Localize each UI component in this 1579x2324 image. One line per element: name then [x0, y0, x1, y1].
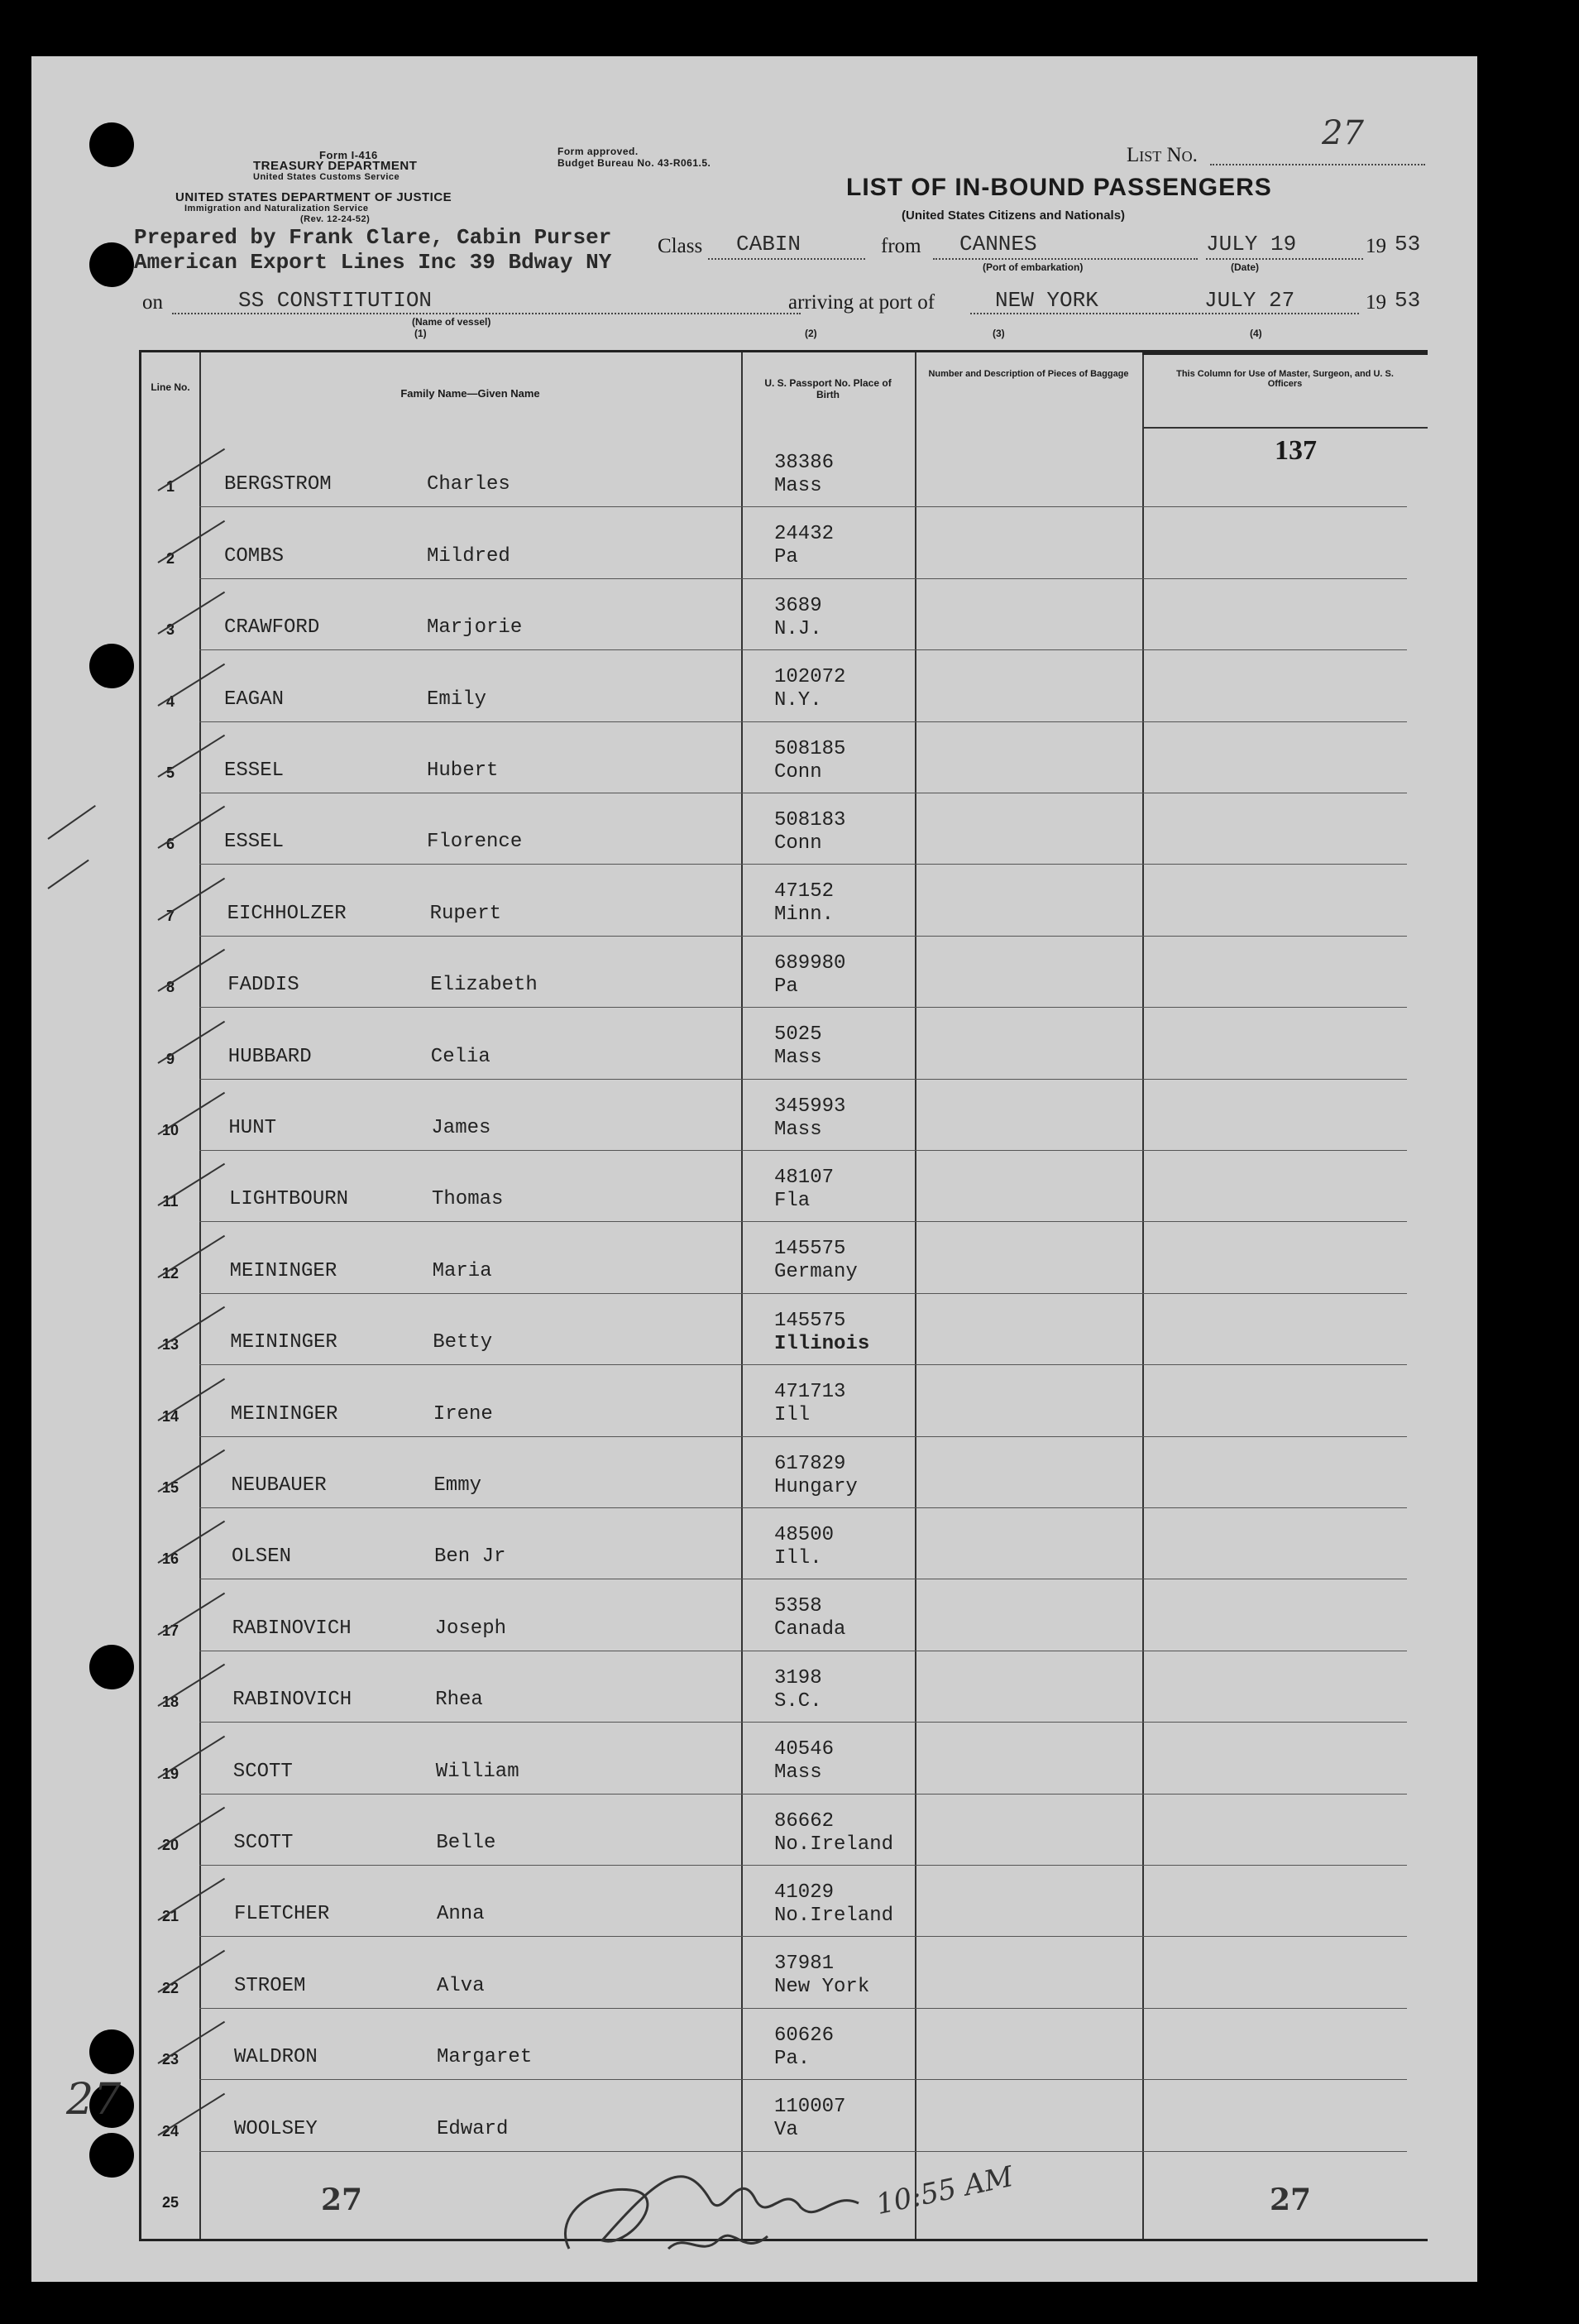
passport-number: 508183	[774, 809, 846, 831]
vessel-line	[172, 313, 801, 314]
punch-hole	[89, 122, 134, 167]
line-number: 11	[162, 1193, 179, 1210]
family-name: LIGHTBOURN	[229, 1188, 349, 1211]
line-number: 15	[161, 1479, 179, 1496]
place-of-birth: Minn.	[774, 903, 835, 927]
passport-number: 40546	[774, 1738, 835, 1761]
arriving-label: arriving at port of	[788, 291, 935, 314]
given-name: Rupert	[429, 902, 502, 925]
place-of-birth: Mass	[774, 1047, 822, 1070]
place-of-birth: Mass	[774, 1761, 822, 1785]
col-name: Family Name—Given Name	[400, 387, 540, 400]
place-of-birth: Hungary	[774, 1475, 858, 1498]
place-of-birth: Germany	[774, 1261, 858, 1284]
family-name: CRAWFORD	[224, 616, 320, 640]
family-name: NEUBAUER	[231, 1474, 327, 1497]
place-of-birth: N.J.	[774, 617, 822, 640]
line-number: 20	[161, 1837, 179, 1853]
form-revision: (Rev. 12-24-52)	[300, 214, 371, 224]
embarkation-caption: (Port of embarkation)	[983, 261, 1084, 273]
line-number: 8	[165, 979, 175, 996]
embarkation-port: CANNES	[959, 232, 1037, 256]
place-of-birth: Illinois	[774, 1332, 870, 1355]
line-number: 7	[165, 907, 175, 924]
line-number: 19	[161, 1765, 179, 1782]
place-of-birth: Ill	[774, 1404, 811, 1427]
given-name: Emmy	[433, 1474, 481, 1497]
passport-number: 3198	[774, 1666, 822, 1689]
family-name: EICHHOLZER	[227, 902, 347, 925]
arrival-date: JULY 27	[1204, 288, 1295, 313]
margin-mark	[47, 860, 89, 889]
line-number: 17	[161, 1622, 179, 1639]
line-number: 5	[165, 764, 175, 781]
col-baggage: Number and Description of Pieces of Baggage	[928, 369, 1129, 379]
place-of-birth: N.Y.	[774, 689, 822, 712]
prepared-company: American Export Lines Inc 39 Bdway NY	[134, 250, 612, 275]
passport-number: 471713	[774, 1381, 846, 1404]
on-label: on	[142, 291, 163, 314]
class-line	[708, 258, 865, 260]
line-number: 18	[161, 1694, 179, 1711]
family-name: BERGSTROM	[224, 473, 332, 496]
col-num-2: (2)	[805, 328, 817, 339]
line-number: 9	[165, 1050, 175, 1067]
page-title: LIST OF IN-BOUND PASSENGERS	[846, 174, 1272, 201]
line-number: 14	[161, 1407, 179, 1425]
col-officers: This Column for Use of Master, Surgeon, and U. S. Officers	[1176, 369, 1394, 389]
punch-hole	[89, 242, 134, 287]
budget-bureau: Budget Bureau No. 43-R061.5.	[557, 157, 711, 169]
family-name: WOOLSEY	[234, 2117, 318, 2140]
family-name: HUNT	[228, 1117, 276, 1139]
given-name: Emily	[427, 688, 487, 711]
vessel-caption: (Name of vessel)	[412, 316, 491, 328]
place-of-birth: No.Ireland	[774, 1905, 894, 1927]
col-num-4: (4)	[1250, 328, 1262, 339]
page-subtitle: (United States Citizens and Nationals)	[902, 208, 1126, 223]
given-name: Ben Jr	[434, 1545, 506, 1569]
line-number: 1	[165, 478, 175, 496]
ins-service: Immigration and Naturalization Service	[184, 204, 369, 213]
punch-hole	[89, 2029, 134, 2074]
arrival-line	[970, 313, 1359, 314]
passport-number: 508185	[774, 737, 846, 760]
stamp-137: 137	[1275, 435, 1317, 466]
family-name: RABINOVICH	[232, 1689, 352, 1712]
given-name: Mildred	[427, 544, 510, 568]
from-line	[933, 258, 1198, 260]
line-number: 13	[161, 1336, 179, 1354]
passport-number: 37981	[774, 1953, 835, 1976]
family-name: SCOTT	[232, 1760, 293, 1783]
given-name: Alva	[437, 1974, 485, 1997]
line-number: 3	[165, 621, 175, 639]
vessel-name: SS CONSTITUTION	[238, 288, 433, 313]
place-of-birth: Canada	[774, 1618, 846, 1641]
time-note: 10:55 AM	[873, 2159, 1017, 2222]
given-name: Belle	[436, 1832, 496, 1854]
family-name: WALDRON	[234, 2046, 318, 2069]
family-name: FLETCHER	[234, 1903, 330, 1926]
line-number: 24	[161, 2122, 179, 2140]
given-name: Maria	[432, 1259, 492, 1282]
departure-date: JULY 19	[1206, 232, 1297, 256]
margin-mark	[47, 805, 95, 840]
count-right: 27	[1270, 2183, 1312, 2217]
passport-number: 38386	[774, 452, 835, 474]
given-name: Rhea	[435, 1689, 483, 1712]
passport-number: 86662	[774, 1809, 835, 1833]
form-approved: Form approved.	[557, 146, 639, 157]
given-name: Elizabeth	[430, 974, 538, 997]
family-name: COMBS	[224, 544, 285, 568]
col-num-3: (3)	[993, 328, 1005, 339]
line-number: 22	[161, 1979, 179, 1996]
passport-number: 24432	[774, 523, 835, 546]
line-number: 21	[161, 1908, 179, 1925]
family-name: HUBBARD	[227, 1045, 312, 1068]
passport-number: 145575	[774, 1309, 846, 1332]
passport-number: 48107	[774, 1167, 835, 1189]
family-name: ESSEL	[224, 759, 285, 782]
treasury-department: TREASURY DEPARTMENT	[253, 159, 418, 173]
place-of-birth: Conn	[774, 832, 822, 855]
prepared-by: Prepared by Frank Clare, Cabin Purser	[134, 225, 612, 250]
passport-number: 47152	[774, 880, 835, 903]
date-caption: (Date)	[1231, 261, 1260, 273]
margin-note: 27	[66, 2075, 122, 2125]
manifest-page	[31, 56, 1477, 2282]
line-number: 23	[161, 2051, 179, 2068]
given-name: Joseph	[434, 1617, 507, 1640]
passport-number: 689980	[774, 951, 846, 975]
given-name: Florence	[427, 831, 523, 854]
place-of-birth: S.C.	[774, 1689, 822, 1713]
place-of-birth: Pa	[774, 546, 798, 569]
depart-year-prefix: 19	[1366, 235, 1386, 257]
given-name: James	[431, 1117, 491, 1139]
place-of-birth: Pa	[774, 975, 798, 998]
passport-number: 5025	[774, 1023, 822, 1047]
family-name: SCOTT	[233, 1832, 294, 1854]
place-of-birth: Mass	[774, 1118, 822, 1141]
col-line-no: Line No.	[151, 381, 190, 393]
line-number: 10	[161, 1122, 179, 1138]
passport-number: 145575	[774, 1238, 846, 1261]
col-num-1: (1)	[414, 328, 427, 339]
passport-number: 48500	[774, 1524, 835, 1546]
family-name: MEININGER	[229, 1259, 337, 1282]
family-name: EAGAN	[224, 688, 285, 711]
line-number: 2	[165, 549, 175, 567]
passport-number: 102072	[774, 666, 846, 689]
line-number: 6	[165, 836, 175, 853]
place-of-birth: New York	[774, 1976, 870, 1999]
officer-signature	[544, 2125, 892, 2265]
punch-hole	[89, 644, 134, 688]
form-number: Form I-416	[319, 149, 378, 161]
from-label: from	[881, 235, 921, 257]
given-name: Marjorie	[427, 616, 523, 640]
list-no-line	[1210, 164, 1425, 165]
given-name: William	[435, 1760, 519, 1783]
passport-number: 345993	[774, 1095, 846, 1118]
passenger-table	[139, 350, 1428, 2241]
place-of-birth: No.Ireland	[774, 1833, 894, 1856]
place-of-birth: Pa.	[774, 2047, 811, 2070]
family-name: ESSEL	[224, 831, 285, 854]
family-name: FADDIS	[227, 974, 299, 997]
given-name: Celia	[430, 1045, 490, 1068]
passport-number: 60626	[774, 2024, 835, 2047]
punch-hole	[89, 2133, 134, 2178]
place-of-birth: Mass	[774, 475, 822, 497]
family-name: STROEM	[234, 1974, 306, 1997]
given-name: Edward	[437, 2117, 509, 2140]
given-name: Betty	[433, 1331, 493, 1354]
depart-date-line	[1206, 258, 1363, 260]
departure-year: 53	[1395, 232, 1421, 256]
list-no-label: List No.	[1127, 144, 1198, 166]
col-passport: U. S. Passport No. Place of Birth	[764, 377, 892, 400]
passport-number: 41029	[774, 1881, 835, 1904]
line-number: 4	[165, 692, 175, 710]
given-name: Thomas	[432, 1188, 504, 1211]
list-number: 27	[1322, 114, 1364, 152]
given-name: Hubert	[427, 759, 499, 782]
passport-number: 110007	[774, 2096, 846, 2119]
family-name: RABINOVICH	[232, 1617, 352, 1640]
passport-number: 3689	[774, 594, 822, 617]
arrival-year-prefix: 19	[1366, 291, 1386, 314]
given-name: Charles	[427, 473, 510, 496]
place-of-birth: Conn	[774, 760, 822, 783]
place-of-birth: Va	[774, 2119, 798, 2142]
given-name: Anna	[437, 1903, 485, 1926]
place-of-birth: Ill.	[774, 1547, 822, 1569]
class-value: CABIN	[736, 232, 801, 256]
arrival-year: 53	[1395, 288, 1421, 313]
class-label: Class	[658, 235, 703, 257]
family-name: MEININGER	[230, 1331, 337, 1354]
passport-number: 617829	[774, 1452, 846, 1475]
passport-number: 5358	[774, 1595, 822, 1618]
family-name: MEININGER	[230, 1402, 338, 1426]
customs-service: United States Customs Service	[253, 172, 400, 182]
line-number: 16	[161, 1550, 179, 1568]
arrival-port: NEW YORK	[995, 288, 1098, 313]
punch-hole	[89, 1645, 134, 1689]
given-name: Irene	[433, 1402, 493, 1426]
given-name: Margaret	[437, 2046, 533, 2069]
family-name: OLSEN	[232, 1545, 292, 1569]
line-number: 12	[161, 1264, 179, 1282]
justice-department: UNITED STATES DEPARTMENT OF JUSTICE	[175, 190, 452, 204]
place-of-birth: Fla	[774, 1190, 811, 1212]
line-number: 25	[161, 2194, 179, 2211]
count-left: 27	[321, 2183, 363, 2217]
